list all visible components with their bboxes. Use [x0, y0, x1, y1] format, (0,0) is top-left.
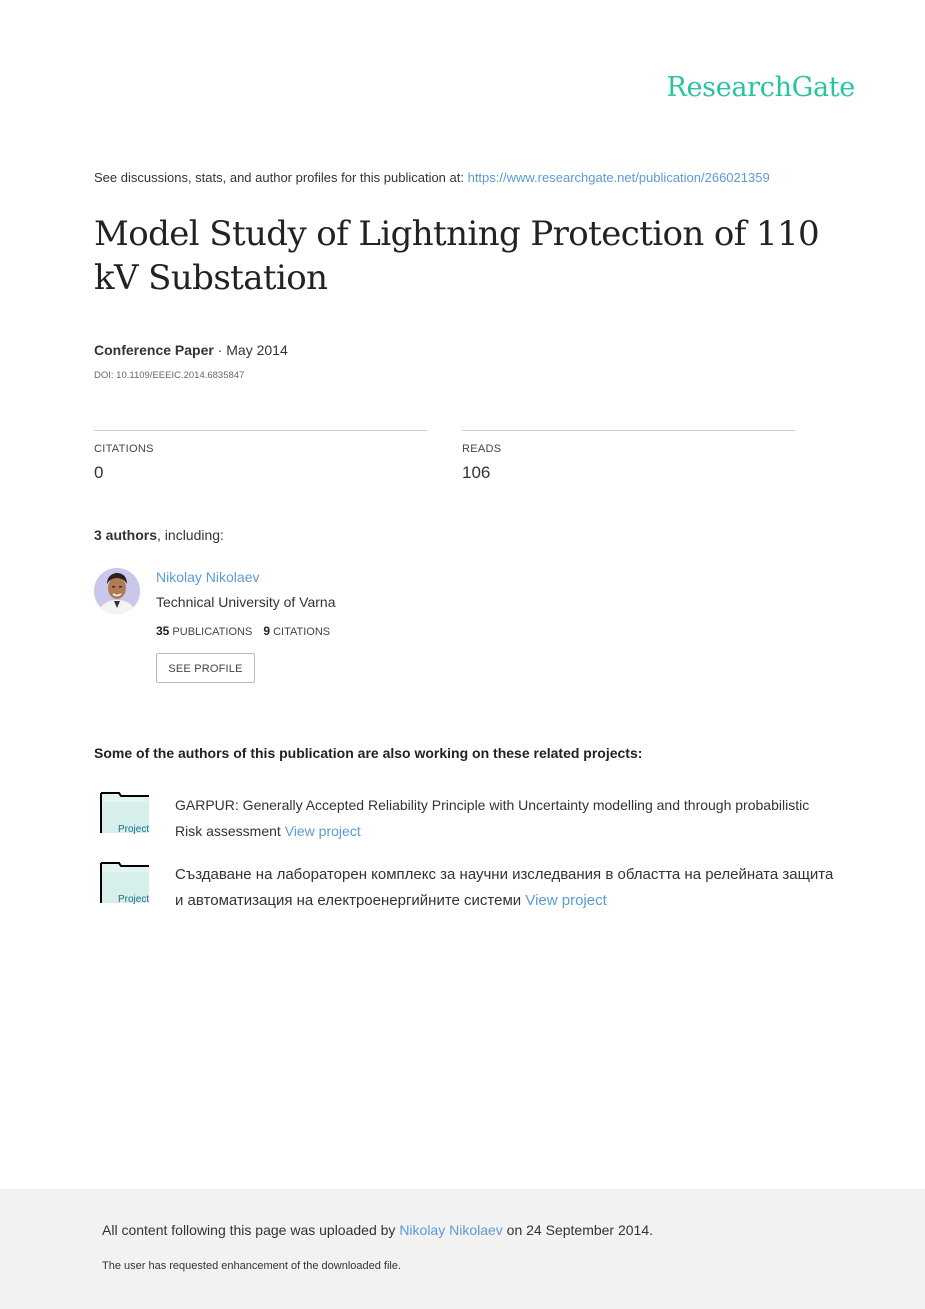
project-icon-label: Project	[118, 894, 150, 904]
related-projects-heading: Some of the authors of this publication are also working on these related projects:	[94, 745, 643, 761]
author-publications-count: 35	[156, 624, 170, 638]
authors-suffix: , including:	[157, 527, 224, 543]
author-avatar[interactable]	[94, 568, 140, 614]
project-description	[175, 792, 840, 844]
citations-label: CITATIONS	[94, 443, 154, 455]
project-icon-label: Project	[118, 824, 150, 834]
author-citations-label: CITATIONS	[273, 626, 331, 638]
view-project-link[interactable]: View project	[284, 823, 361, 839]
paper-type-line	[94, 342, 288, 358]
discussion-text: See discussions, stats, and author profiles for this publication at:	[94, 170, 468, 185]
author-stats	[156, 624, 330, 638]
author-name-link[interactable]: Nikolay Nikolaev	[156, 569, 260, 585]
paper-title: Model Study of Lightning Protection of 110 kV Substation	[94, 214, 820, 298]
upload-suffix: on 24 September 2014.	[502, 1222, 654, 1238]
project-title: GARPUR: Generally Accepted Reliability Principle with Uncertainty modelling and through probabilistic Risk assessment	[175, 797, 810, 839]
publication-url-link[interactable]: https://www.researchgate.net/publication/266021359	[467, 170, 770, 185]
avatar-photo-icon	[94, 568, 140, 614]
citations-value: 0	[94, 463, 104, 482]
paper-type: Conference Paper	[94, 342, 214, 358]
paper-doi: DOI: 10.1109/EEEIC.2014.6835847	[94, 370, 245, 381]
uploader-link[interactable]: Nikolay Nikolaev	[399, 1222, 503, 1238]
discussion-line	[94, 170, 770, 185]
upload-prefix: All content following this page was uploaded by	[102, 1222, 400, 1238]
project-folder-icon[interactable]	[100, 862, 150, 904]
reads-label: READS	[462, 443, 502, 455]
author-institution: Technical University of Varna	[156, 594, 336, 610]
authors-heading	[94, 527, 224, 543]
project-title: Създаване на лабораторен комплекс за научни изследвания в областта на релейната защита и автоматизация на електроенергийните системи	[175, 866, 834, 909]
author-publications-label: PUBLICATIONS	[172, 626, 253, 638]
footer	[0, 1189, 925, 1309]
authors-count: 3 authors	[94, 527, 158, 543]
author-citations-count: 9	[263, 624, 271, 638]
project-folder-icon[interactable]	[100, 792, 150, 834]
upload-info	[102, 1222, 653, 1238]
reads-stat	[462, 430, 795, 483]
project-description	[175, 862, 840, 914]
view-project-link[interactable]: View project	[525, 892, 607, 909]
researchgate-logo[interactable]: ResearchGate	[666, 72, 855, 103]
reads-value: 106	[462, 463, 491, 482]
paper-date: · May 2014	[213, 342, 288, 358]
see-profile-button[interactable]: SEE PROFILE	[156, 653, 255, 683]
enhancement-note: The user has requested enhancement of the downloaded file.	[102, 1260, 402, 1272]
citations-stat	[94, 430, 427, 483]
